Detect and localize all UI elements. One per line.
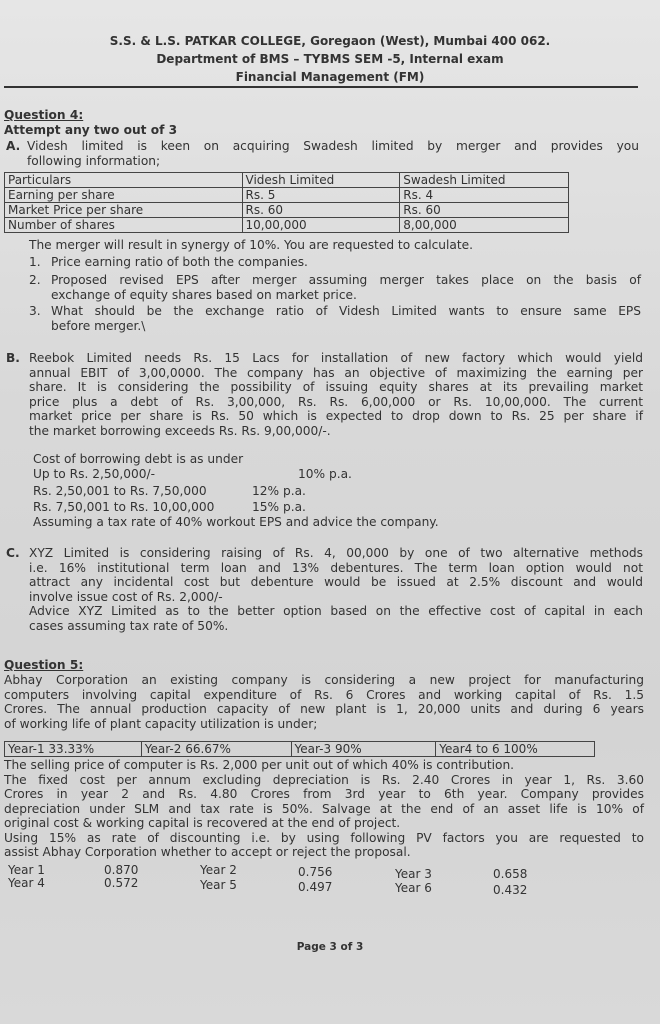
pv-factor: 0.756 (298, 865, 333, 879)
list-item: Price earning ratio of both the companies. (51, 255, 308, 269)
table-header-cell: Particulars (5, 173, 243, 188)
paragraph-line: of working life of plant capacity utilization is under; (4, 716, 318, 731)
paragraph-line: Crores in year 2 and Rs. 4.80 Crores from 3rd year to 6th year. Company provides (4, 787, 644, 801)
paragraph-line: XYZ Limited is considering raising of Rs. 4, 00,000 by one of two alternative methods (29, 546, 643, 560)
pv-factor: 0.572 (104, 876, 139, 890)
part-b-label: B. (6, 351, 20, 365)
table-cell: Year-1 33.33% (5, 742, 142, 757)
paragraph-line: The selling price of computer is Rs. 2,000 per unit out of which 40% is contribution. (4, 758, 515, 772)
pv-year: Year 2 (200, 863, 237, 877)
department-line: Department of BMS – TYBMS SEM -5, Internal exam (156, 52, 504, 66)
part-c-label: C. (6, 546, 20, 560)
list-number: 2. (29, 273, 41, 287)
pv-factor: 0.432 (493, 883, 528, 897)
list-item-line: exchange of equity shares based on market price. (51, 287, 357, 302)
part-c-body (29, 546, 643, 633)
pv-factor: 0.658 (493, 867, 528, 881)
cost-of-borrowing-title: Cost of borrowing debt is as under (33, 452, 244, 466)
table-cell: Rs. 60 (242, 203, 400, 218)
table-cell: Earning per share (5, 188, 243, 203)
paragraph-line: computers involving capital expenditure of Rs. 6 Crores and working capital of Rs. 1.5 (4, 687, 644, 702)
merger-info-table (4, 172, 569, 233)
part-b-body (29, 351, 643, 438)
list-number: 3. (29, 304, 41, 318)
table-header-row (5, 173, 569, 188)
table-cell: Year4 to 6 100% (436, 742, 595, 757)
pv-year: Year 3 (395, 867, 432, 881)
pv-factor: 0.870 (104, 863, 139, 877)
paragraph-line: Crores. The annual production capacity of new plant is 1, 20,000 units and during 6 years (4, 702, 644, 716)
rate-value: 10% p.a. (298, 467, 352, 481)
paragraph-line: annual EBIT of 3,00,0000. The company has an objective of maximizing the earning per (29, 365, 643, 380)
table-header-cell: Swadesh Limited (400, 173, 569, 188)
rate-range: Rs. 2,50,001 to Rs. 7,50,000 (33, 484, 207, 498)
header-divider (4, 86, 638, 88)
rate-range: Rs. 7,50,001 to Rs. 10,00,000 (33, 500, 215, 514)
table-row (5, 188, 569, 203)
question-4-title: Question 4: (4, 108, 84, 122)
pv-year: Year 6 (395, 881, 432, 895)
paragraph-line: i.e. 16% institutional term loan and 13% debentures. The term loan option would not (29, 560, 643, 575)
table-cell: 10,00,000 (242, 218, 400, 233)
paragraph-line: Abhay Corporation an existing company is considering a new project for manufacturing (4, 673, 644, 687)
paragraph-line: share. It is considering the possibility of issuing equity shares at its prevailing market (29, 380, 643, 394)
paragraph-line: attract any incidental cost but debenture would be issued at 2.5% discount and would (29, 575, 643, 589)
pv-year: Year 1 (8, 863, 45, 877)
paragraph-line: cases assuming tax rate of 50%. (29, 618, 229, 633)
paragraph-line: original cost & working capital is recovered at the end of project. (4, 816, 401, 830)
part-a-label: A. (6, 139, 21, 153)
subject-line: Financial Management (FM) (235, 70, 425, 84)
paragraph-line: market price per share is Rs. 50 which is expected to drop down to Rs. 25 per share if (29, 409, 643, 423)
list-item-line: What should be the exchange ratio of Videsh Limited wants to ensure same EPS (51, 304, 641, 318)
college-name: S.S. & L.S. PATKAR COLLEGE, Goregaon (West), Mumbai 400 062. (109, 34, 551, 48)
capacity-utilization-table (4, 741, 595, 757)
pv-factor: 0.497 (298, 880, 333, 894)
question-5-title: Question 5: (4, 658, 84, 672)
paragraph-line: involve issue cost of Rs. 2,000/- (29, 589, 223, 604)
paragraph-line: price plus a debt of Rs. 3,00,000, Rs. Rs. 6,00,000 or Rs. 10,00,000. The current (29, 394, 643, 409)
list-item (51, 304, 641, 333)
pv-year: Year 4 (8, 876, 45, 890)
table-row (5, 218, 569, 233)
pv-year: Year 5 (200, 878, 237, 892)
table-row (5, 203, 569, 218)
part-a-intro-line: following information; (27, 153, 161, 168)
rate-range: Up to Rs. 2,50,000/- (33, 467, 155, 481)
question-4-instruction: Attempt any two out of 3 (4, 123, 178, 137)
synergy-text: The merger will result in synergy of 10%. You are requested to calculate. (29, 238, 474, 252)
table-cell: Rs. 60 (400, 203, 569, 218)
paragraph-line: The fixed cost per annum excluding depreciation is Rs. 2.40 Crores in year 1, Rs. 3.60 (4, 772, 644, 787)
list-item-line: before merger.\ (51, 318, 146, 333)
table-cell: Year-2 66.67% (141, 742, 291, 757)
table-cell: Market Price per share (5, 203, 243, 218)
table-row (5, 742, 595, 757)
table-cell: Number of shares (5, 218, 243, 233)
page-number: Page 3 of 3 (296, 941, 364, 953)
table-cell: 8,00,000 (400, 218, 569, 233)
paragraph-line: Advice XYZ Limited as to the better option based on the effective cost of capital in each (29, 604, 643, 618)
part-a-intro-line: Videsh limited is keen on acquiring Swadesh limited by merger and provides you (27, 139, 639, 153)
table-cell: Rs. 4 (400, 188, 569, 203)
question-5-intro (4, 673, 644, 731)
rate-value: 15% p.a. (252, 500, 306, 514)
part-a-intro (27, 139, 639, 168)
paragraph-line: assist Abhay Corporation whether to accept or reject the proposal. (4, 845, 411, 859)
table-header-cell: Videsh Limited (242, 173, 400, 188)
paragraph-line: depreciation under SLM and tax rate is 50%. Salvage at the end of an asset life is 10% of (4, 801, 644, 816)
paragraph-line: Using 15% as rate of discounting i.e. by using following PV factors you are requested to (4, 830, 644, 845)
list-item (51, 273, 641, 302)
rate-value: 12% p.a. (252, 484, 306, 498)
paragraph-line: Reebok Limited needs Rs. 15 Lacs for installation of new factory which would yield (29, 351, 643, 365)
part-b-closing: Assuming a tax rate of 40% workout EPS and advice the company. (33, 515, 439, 529)
list-number: 1. (29, 255, 41, 269)
paragraph-line: the market borrowing exceeds Rs. Rs. 9,00,000/-. (29, 423, 331, 438)
table-cell: Year-3 90% (291, 742, 436, 757)
question-5-body (4, 758, 644, 860)
list-item-line: Proposed revised EPS after merger assuming merger takes place on the basis of (51, 273, 641, 287)
table-cell: Rs. 5 (242, 188, 400, 203)
